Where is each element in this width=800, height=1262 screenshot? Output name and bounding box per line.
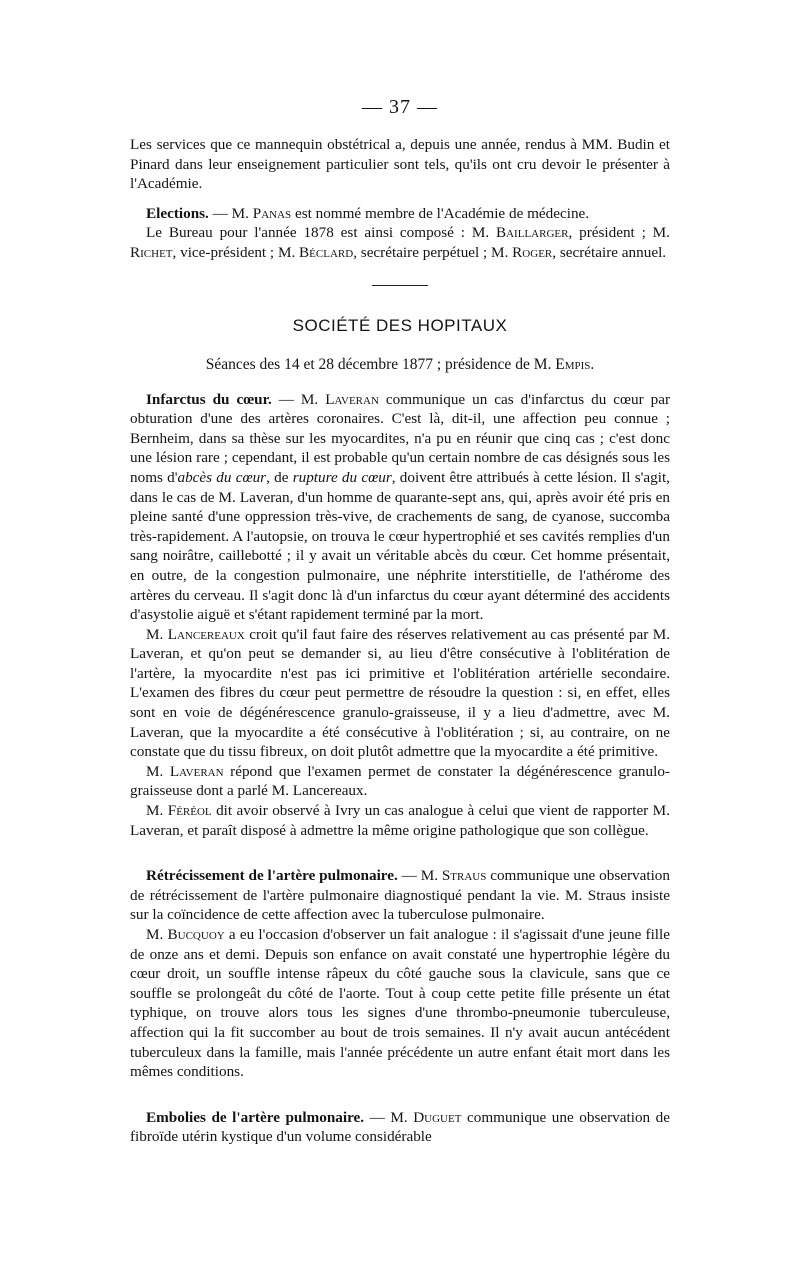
heading-infarctus: Infarctus du cœur. <box>146 390 272 408</box>
person-name: Richet <box>130 243 173 261</box>
section-divider <box>372 285 428 286</box>
page-number: — 37 — <box>362 96 438 118</box>
person-name: Laveran <box>325 390 379 408</box>
paragraph-laveran-reply: M. Laveran répond que l'examen permet de constater la dégénérescence granulo-graisseuse dont a parlé M. Lancereaux. <box>130 762 670 800</box>
paragraph-elections: Elections. — M. Panas est nommé membre de l'Académie de médecine. <box>146 204 590 222</box>
heading-elections: Elections. <box>146 204 209 222</box>
sessions-line: Séances des 14 et 28 décembre 1877 ; présidence de M. Empis. <box>205 355 595 373</box>
paragraph-retrecissement: Rétrécissement de l'artère pulmonaire. — M. Straus communique une observation de rétrécissement de l'artère pulmonaire diagnostiqué pendant la vie. M. Straus insiste sur la coïncidence de cette affection avec la tuberculose pulmonaire. <box>130 867 670 924</box>
person-name: Panas <box>252 204 292 222</box>
paragraph-lancereaux: M. Lancereaux croit qu'il faut faire des réserves relativement au cas présenté par M. Laveran, et qu'on peut se demander si, au lieu d'être consécutive à l'oblitération de l'artère, la myocardite n'est pas ici primitive et l'oblitération artérielle secondaire. L'examen des fibres du cœur peut permettre de résoudre la question : si, en effet, elles sont en voie de dégénérescence granulo-graisseuse, il y a lieu d'admettre, avec M. Laveran, que la myocardite a été consécutive à l'oblitération ; si, au contraire, on ne constate que du tissu fibreux, on doit plutôt admettre que la myocardite a été primitive. <box>130 625 670 761</box>
document-page <box>130 96 670 1147</box>
heading-embolies: Embolies de l'artère pulmonaire. <box>146 1108 365 1126</box>
heading-retrecissement: Rétrécissement de l'artère pulmonaire. <box>146 867 398 885</box>
paragraph-mannequin: Les services que ce mannequin obstétrical a, depuis une année, rendus à MM. Budin et Pinard dans leur enseignement particulier sont tels, qu'ils ont cru devoir le présenter à l'Académie. <box>130 136 670 193</box>
person-name: Laveran <box>169 762 224 780</box>
person-name: Bucquoy <box>167 926 225 943</box>
paragraph-embolies: Embolies de l'artère pulmonaire. — M. Duguet communique une observation de fibroïde utérin kystique d'un volume considérable <box>130 1108 670 1146</box>
person-name: Lancereaux <box>167 625 245 643</box>
paragraph-fereol: M. Féréol dit avoir observé à Ivry un cas analogue à celui que vient de rapporter M. Laveran, et paraît disposé à admettre la même origine pathologique que son collègue. <box>130 802 670 839</box>
person-name: Baillarger <box>495 224 569 242</box>
person-name: Roger <box>512 243 553 261</box>
paragraph-bucquoy: M. Bucquoy a eu l'occasion d'observer un fait analogue : il s'agissait d'une jeune fille de onze ans et demi. Depuis son enfance on avait constaté une hypertrophie légère du cœur droit, un souffle intense râpeux du côté gauche sous la clavicule, sans que ce souffle se prolongeât du côté de l'aorte. Tout à coup cette petite fille présente un état typhique, on trouve alors tous les signes d'une thrombo-pneumonie tuberculeuse, affection qui la fit succomber au bout de trois semaines. Il n'y avait aucun antécédent tuberculeux dans la famille, mais l'année précédente un autre enfant était mort dans les mêmes conditions. <box>130 926 670 1081</box>
person-name: Féréol <box>167 802 212 820</box>
person-name: Straus <box>441 867 487 885</box>
section-title: SOCIÉTÉ DES HOPITAUX <box>292 315 508 335</box>
person-name: Duguet <box>413 1108 462 1126</box>
paragraph-bureau: Le Bureau pour l'année 1878 est ainsi composé : M. Baillarger, président ; M. Richet, vice-président ; M. Béclard, secrétaire perpétuel ; M. Roger, secrétaire annuel. <box>130 224 670 261</box>
person-name: Empis <box>555 355 591 373</box>
paragraph-infarctus: Infarctus du cœur. — M. Laveran communique un cas d'infarctus du cœur par obturation d'une des artères coronaires. C'est là, dit-il, une affection peu connue ; Bernheim, dans sa thèse sur les myocardites, n'a pu en réunir que cinq cas ; c'est donc une lésion rare ; cependant, il est probable qu'un certain nombre de cas désignés sous les noms d'abcès du cœur, de rupture du cœur, doivent être attribués à cette lésion. Il s'agit, dans le cas de M. Laveran, d'un homme de quarante-sept ans, qui, après avoir été pris en pleine santé d'une oppression très-vive, de crachements de sang, de cyanose, succomba très-rapidement. A l'autopsie, on trouva le cœur hypertrophié et ses cavités remplies d'un sang noirâtre, caillebotté ; il y avait un véritable abcès du cœur. Cet homme présentait, en outre, de la congestion pulmonaire, une néphrite interstitielle, de l'athérome des artères du cerveau. Il s'agit donc là d'un infarctus du cœur ayant déterminé des accidents d'asystolie aiguë et s'étant rapidement terminé par la mort. <box>130 390 671 624</box>
person-name: Béclard <box>299 243 354 261</box>
